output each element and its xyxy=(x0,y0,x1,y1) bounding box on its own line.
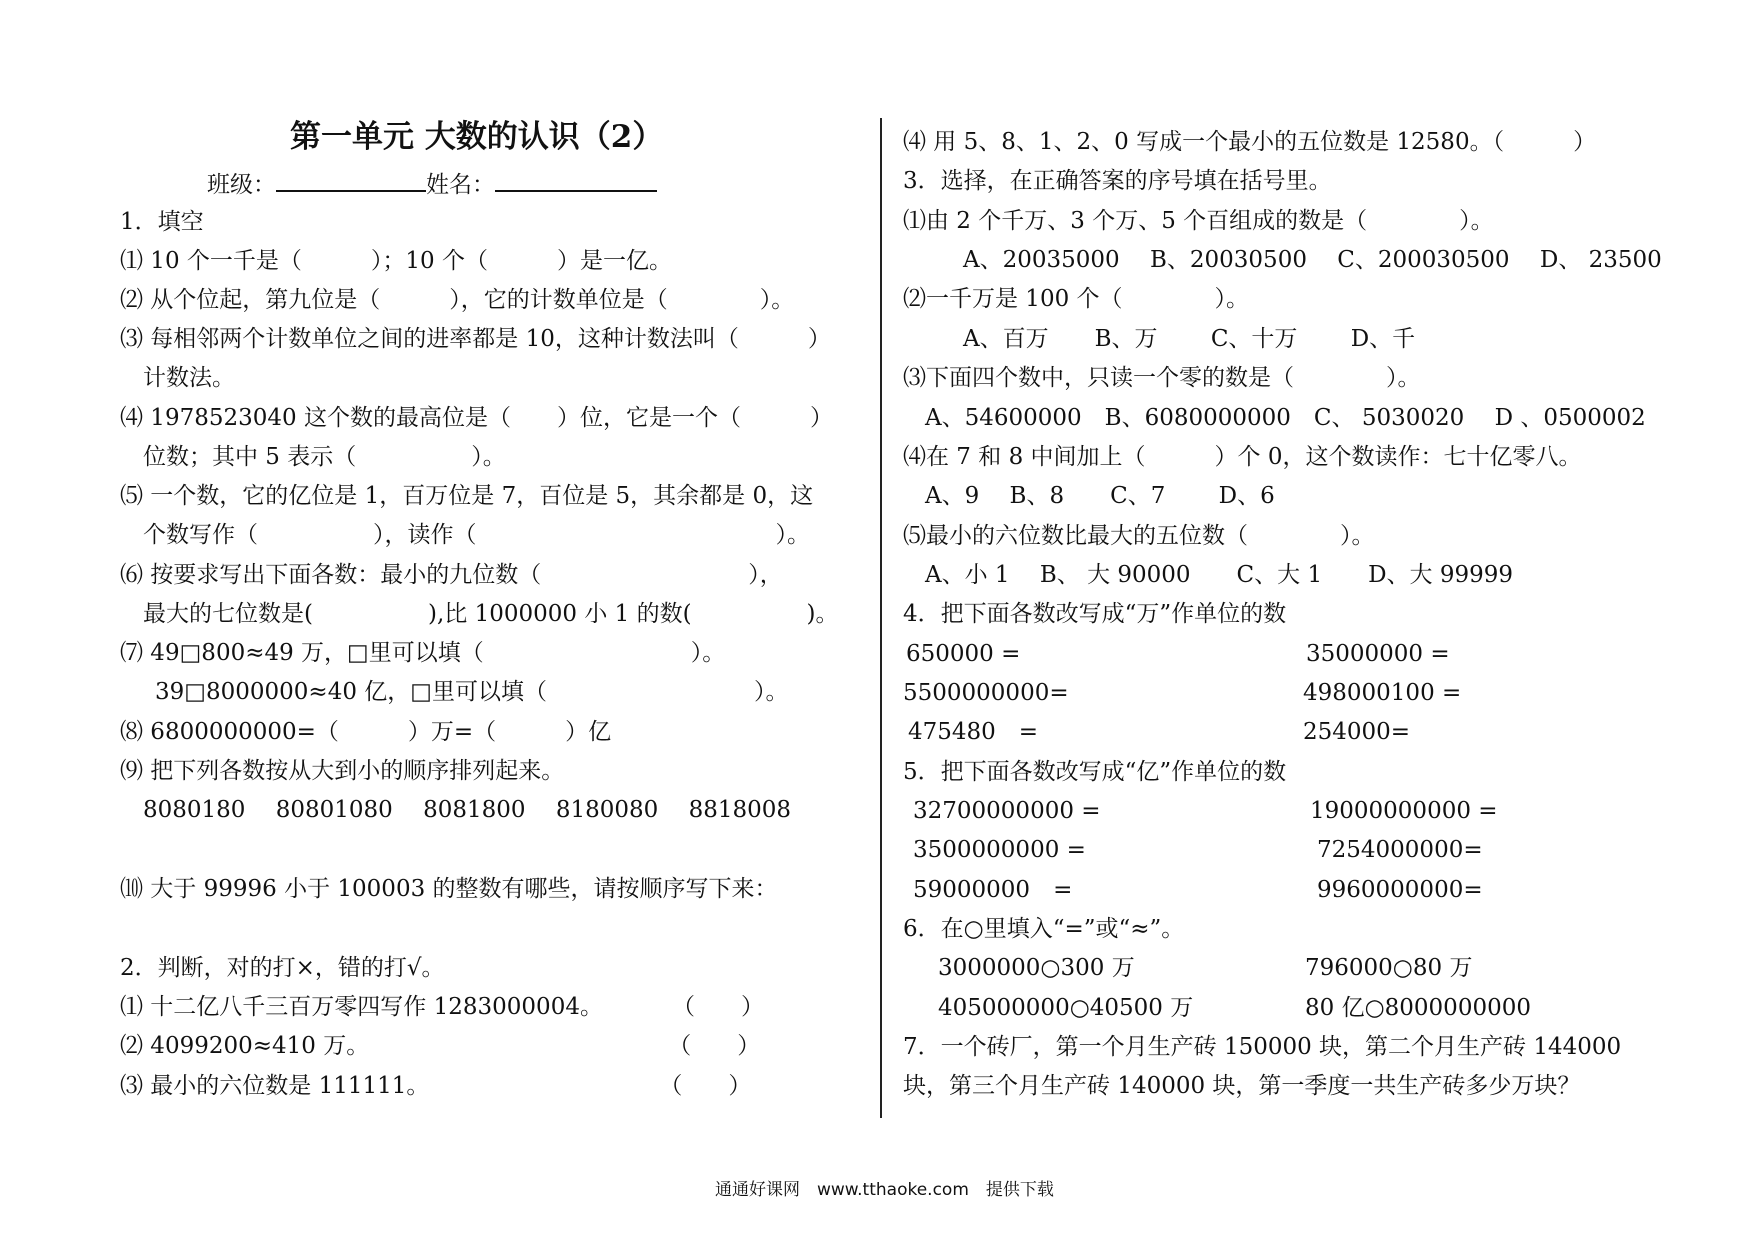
q3-2: ⑵一千万是 100 个（ ）。 xyxy=(903,286,1250,312)
section-5-heading: 5．把下面各数改写成“亿”作单位的数 xyxy=(903,759,1287,785)
q1-9: ⑼ 把下列各数按从大到小的顺序排列起来。 xyxy=(120,758,565,784)
q3-3-options: A、54600000 B、6080000000 C、 5030020 D 、0500002 xyxy=(925,405,1646,431)
q3-4-options: A、9 B、8 C、7 D、6 xyxy=(925,483,1275,509)
student-info xyxy=(207,168,657,200)
section-3-heading: 3．选择，在正确答案的序号填在括号里。 xyxy=(903,168,1332,194)
q2-2: ⑵ 4099200≈410 万。 （ ） xyxy=(120,1033,761,1059)
q1-2: ⑵ 从个位起，第九位是（ ），它的计数单位是（ ）。 xyxy=(120,287,795,313)
q7-cont: 块，第三个月生产砖 140000 块，第一季度一共生产砖多少万块？ xyxy=(903,1073,1581,1099)
q4-item: 5500000000= xyxy=(903,680,1069,706)
q5-item: 7254000000= xyxy=(1317,837,1483,863)
q5-item: 3500000000 = xyxy=(913,837,1086,863)
q1-4-cont: 位数；其中 5 表示（ ）。 xyxy=(143,444,506,470)
q3-5: ⑸最小的六位数比最大的五位数（ ）。 xyxy=(903,523,1375,549)
section-7-heading: 7．一个砖厂，第一个月生产砖 150000 块，第二个月生产砖 144000 xyxy=(903,1034,1622,1060)
q6-item: 3000000○300 万 xyxy=(938,955,1135,981)
column-divider xyxy=(880,118,882,1118)
q3-5-options: A、小 1 B、 大 90000 C、大 1 D、大 99999 xyxy=(925,562,1514,588)
q1-6-cont: 最大的七位数是( ),比 1000000 小 1 的数( )。 xyxy=(143,601,839,627)
page-title: 第一单元 大数的认识（2） xyxy=(290,119,664,155)
q2-1: ⑴ 十二亿八千三百万零四写作 1283000004。 （ ） xyxy=(120,994,764,1020)
q5-item: 32700000000 = xyxy=(913,798,1101,824)
q6-item: 796000○80 万 xyxy=(1305,955,1473,981)
q1-5: ⑸ 一个数，它的亿位是 1，百万位是 7，百位是 5，其余都是 0，这 xyxy=(120,483,814,509)
q4-item: 498000100 = xyxy=(1303,680,1462,706)
q1-7: ⑺ 49□800≈49 万，□里可以填（ ）。 xyxy=(120,640,726,666)
name-label: 姓名： xyxy=(426,172,495,198)
q2-4: ⑷ 用 5、8、1、2、0 写成一个最小的五位数是 12580。（ ） xyxy=(903,129,1597,155)
q6-item: 80 亿○8000000000 xyxy=(1305,995,1531,1021)
q3-1-options: A、20035000 B、20030500 C、200030500 D、 23500 xyxy=(963,247,1662,273)
q3-1: ⑴由 2 个千万、3 个万、5 个百组成的数是（ ）。 xyxy=(903,208,1494,234)
q1-8: ⑻ 6800000000=（ ）万=（ ）亿 xyxy=(120,719,612,745)
q1-3: ⑶ 每相邻两个计数单位之间的进率都是 10，这种计数法叫（ ） xyxy=(120,326,831,352)
name-field[interactable] xyxy=(495,168,657,192)
q3-4: ⑷在 7 和 8 中间加上（ ）个 0，这个数读作：七十亿零八。 xyxy=(903,444,1582,470)
q1-7-cont: 39□8000000≈40 亿，□里可以填（ ）。 xyxy=(155,679,789,705)
q4-item: 254000= xyxy=(1303,719,1411,745)
q4-item: 35000000 = xyxy=(1306,641,1450,667)
class-field[interactable] xyxy=(276,168,426,192)
q1-1: ⑴ 10 个一千是（ ）；10 个（ ）是一亿。 xyxy=(120,248,672,274)
q4-item: 650000 = xyxy=(906,641,1021,667)
q3-2-options: A、百万 B、万 C、十万 D、千 xyxy=(963,326,1416,352)
q1-9-numbers: 8080180 80801080 8081800 8180080 8818008 xyxy=(143,797,792,823)
q5-item: 9960000000= xyxy=(1317,877,1483,903)
q2-3: ⑶ 最小的六位数是 111111。 （ ） xyxy=(120,1073,752,1099)
q1-10: ⑽ 大于 99996 小于 100003 的整数有哪些，请按顺序写下来： xyxy=(120,876,778,902)
q1-4: ⑷ 1978523040 这个数的最高位是（ ）位，它是一个（ ） xyxy=(120,405,833,431)
q3-3: ⑶下面四个数中，只读一个零的数是（ ）。 xyxy=(903,365,1421,391)
section-4-heading: 4．把下面各数改写成“万”作单位的数 xyxy=(903,601,1287,627)
q1-5-cont: 个数写作（ ），读作（ ）。 xyxy=(143,522,810,548)
q5-item: 19000000000 = xyxy=(1310,798,1498,824)
q4-item: 475480 = xyxy=(908,719,1039,745)
class-label: 班级： xyxy=(207,172,276,198)
section-1-heading: 1．填空 xyxy=(120,209,204,235)
q5-item: 59000000 = xyxy=(913,877,1073,903)
section-6-heading: 6．在○里填入“=”或“≈”。 xyxy=(903,916,1185,942)
q6-item: 405000000○40500 万 xyxy=(938,995,1194,1021)
footer-credit: 通通好课网 www.tthaoke.com 提供下载 xyxy=(715,1180,1054,1200)
q1-6: ⑹ 按要求写出下面各数：最小的九位数（ ）， xyxy=(120,562,783,588)
q1-3-cont: 计数法。 xyxy=(143,365,235,391)
section-2-heading: 2．判断，对的打×，错的打√。 xyxy=(120,955,445,981)
